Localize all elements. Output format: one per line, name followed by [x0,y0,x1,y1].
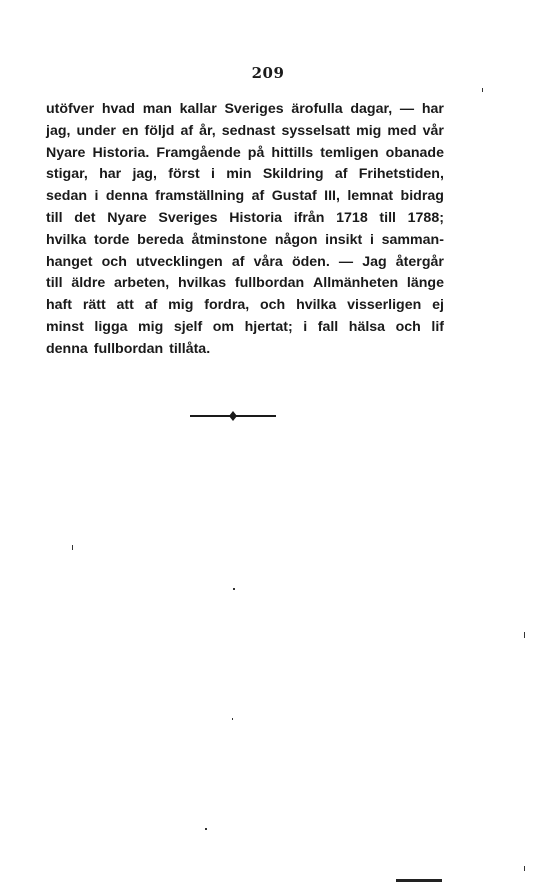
word: dagar, [350,101,393,117]
word: af [334,166,348,183]
word: Framgående [156,144,241,161]
word: återgår [395,253,444,270]
word: till [46,275,63,292]
word: jag, [132,166,157,183]
word: ärofulla [291,101,343,117]
word: Gustaf [271,188,317,205]
word: kallar [179,101,217,117]
word: fullbordan [234,275,305,292]
word: sysselsatt [281,122,351,139]
word: åtminstone [191,231,268,248]
word: har [421,101,444,117]
scan-speck [524,866,525,871]
word: bidrag [400,188,444,205]
word: Nyare [46,144,86,161]
word: hanget [46,253,93,270]
scan-speck [232,718,233,720]
word: obanade [385,144,444,161]
word: visserligen [347,297,422,314]
word: i [369,231,374,248]
word: hälsa [348,318,386,335]
word: utöfver [46,101,95,117]
word: våra [253,253,283,270]
word: minst [46,318,84,335]
scan-edge-mark [396,879,442,882]
word: framställning [155,188,245,205]
word: Allmänheten [313,275,399,292]
word: stigar, [46,166,88,183]
word: rätt [82,297,106,314]
word: år, [199,122,216,139]
word: hittills [271,144,314,161]
word: fordra, [204,297,250,314]
word: denna [46,340,88,357]
scan-speck [205,828,207,830]
word: Frihetstiden, [358,166,444,183]
word: af [144,297,158,314]
word: i [303,318,308,335]
word: till [46,209,63,226]
word: haft [46,297,73,314]
word: ifrån [293,209,325,226]
text-line [46,99,444,121]
word: och [101,253,127,270]
word: Sveriges [158,209,218,226]
text-line-last [46,339,444,361]
body-text [46,99,444,361]
word: lif [431,318,444,335]
word: man [142,101,172,117]
scan-speck [524,632,525,638]
word: ligga [94,318,128,335]
text-line [46,208,444,230]
word: länge [406,275,444,292]
text-line [46,230,444,252]
ornament-divider-icon [188,410,278,422]
text-line [46,186,444,208]
word: jag, [46,122,71,139]
word: af [180,122,194,139]
word: följd [144,122,175,139]
word: sednast [221,122,276,139]
word: Sveriges [224,101,284,117]
word: 1788; [407,209,444,226]
word: 1718 [336,209,368,226]
word: har [99,166,122,183]
word: med [387,122,417,139]
word: mig [168,297,194,314]
word: Skildring [262,166,324,183]
scan-speck [482,88,483,92]
word: arbeten, [114,275,170,292]
word: Jag [362,253,387,270]
word: det [74,209,96,226]
scan-speck [72,545,73,550]
word: och [395,318,421,335]
word: Historia. [92,144,150,161]
word: Nyare [107,209,147,226]
word: samman- [381,231,444,248]
page-number: 209 [251,64,285,82]
word: sedan [46,188,88,205]
word: och [260,297,286,314]
word: mig [356,122,382,139]
word: öden. [291,253,330,270]
word: fall [317,318,339,335]
text-line [46,121,444,143]
word: i [211,166,215,183]
word: af [251,188,265,205]
word: ej [432,297,444,314]
word: III, [324,188,340,205]
word: mig [138,318,164,335]
word: någon [274,231,318,248]
text-line [46,295,444,317]
word: — [338,253,354,270]
word: hjertat; [244,318,293,335]
word: insikt [325,231,363,248]
text-line [46,317,444,339]
word: en [121,122,139,139]
word: om [212,318,235,335]
word: temligen [320,144,379,161]
word: vår [422,122,444,139]
word: denna [105,188,148,205]
word: till [379,209,396,226]
word: hvad [101,101,135,117]
word: — [399,101,415,117]
word: i [94,188,99,205]
word: Historia [229,209,283,226]
word: äldre [71,275,106,292]
word: hvilkas [177,275,227,292]
word: hvilka [46,231,87,248]
word: af [231,253,245,270]
text-line [46,164,444,186]
text-line [46,252,444,274]
word: torde [93,231,130,248]
word: under [76,122,116,139]
word: lemnat [347,188,394,205]
word: utvecklingen [136,253,223,270]
word: på [247,144,265,161]
word: tillåta. [169,340,211,357]
word: att [116,297,134,314]
scan-speck [233,588,235,590]
text-line [46,143,444,165]
word: sjelf [173,318,203,335]
word: först [168,166,200,183]
word: hvilka [296,297,337,314]
word: min [226,166,252,183]
word: fullbordan [93,340,164,357]
text-line [46,273,444,295]
word: bereda [137,231,184,248]
